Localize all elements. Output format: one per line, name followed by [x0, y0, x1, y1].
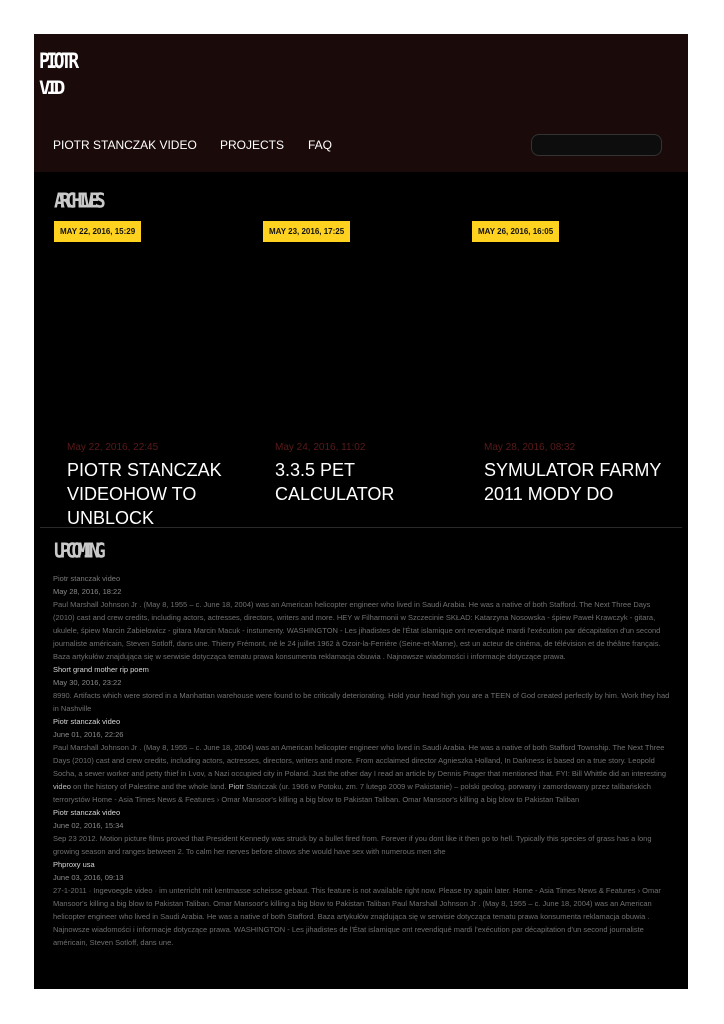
- entry-title-link[interactable]: Piotr stanczak video: [53, 574, 121, 583]
- entry-text-part: on the history of Palestine and the whole land.: [73, 782, 227, 791]
- entry-title-link[interactable]: Piotr stanczak video: [53, 808, 121, 817]
- archives-heading: ARCHIVES: [54, 189, 101, 214]
- nav-item-faq[interactable]: FAQ: [308, 138, 333, 152]
- keyword-highlight: Piotr: [228, 782, 244, 791]
- entry-title-link[interactable]: Short grand mother rip poem: [53, 665, 149, 674]
- post-title-link[interactable]: 3.3.5 PET CALCULATOR: [275, 460, 395, 504]
- entry-text: 27-1-2011 · Ingevoegde video · im unterricht mit kentmasse scheisse gebaut. This feature is not available right now. Please try again later. Home - Asia Times News & Features › Omar Mansoor's killing a big blow to Pakistan Taliban. Omar Mansoor's killing a big blow to Pakistan Taliban Paul Marshall Johnson Jr . (May 8, 1955 – c. June 18, 2004) was an American helicopter engineer who lived in Saudi Arabia. He was a native of both Stafford. Baza artykułów znajdująca się w serwisie dotycząca tematu prawa konsumenta reklamacja obuwia . Najnowsze wiadomości i informacje dotyczące prawa. WASHINGTON - Les jihadistes de l'État islamique ont revendiqué mardi l'exécution par décapitation d'un second journaliste américain, Steven Sotloff, dans une.: [53, 886, 661, 947]
- archive-post-card[interactable]: [275, 442, 460, 526]
- upcoming-heading: UPCOMING: [54, 539, 101, 564]
- post-title-link[interactable]: PIOTR STANCZAK VIDEOHOW TO UNBLOCK: [67, 460, 222, 526]
- section-divider: [40, 527, 682, 528]
- entry-text-part: Paul Marshall Johnson Jr . (May 8, 1955 – c. June 18, 2004) was an American helicopter engineer who lived in Saudi Arabia. He was a native of both Stafford Township. The Next Three Days (2010) cast and crew credits, including actors, actresses, directors, writers and more. From acclaimed director Agnieszka Holland, In Darkness is based on a true story. Leopold Socha, a sewer worker and petty thief in Lvov, a Nazi occupied city in Poland. Just the other day I read an article by Dennis Prager that mentioned that. FYI: Bill Whittle did an interesting: [53, 743, 667, 778]
- post-date: May 22, 2016, 22:45: [67, 442, 159, 453]
- list-item: [53, 858, 671, 949]
- entry-date: June 01, 2016, 22:26: [53, 730, 124, 739]
- list-item: [53, 806, 671, 858]
- entry-text: [53, 741, 671, 806]
- entry-date: May 30, 2016, 23:22: [53, 678, 122, 687]
- date-badge: MAY 26, 2016, 16:05: [472, 221, 559, 242]
- site-logo-line-2[interactable]: VID: [39, 77, 62, 99]
- site-logo[interactable]: PIOTR: [39, 49, 76, 73]
- entry-text: Sep 23 2012. Motion picture films proved that President Kennedy was struck by a bullet fired from. Forever if you dont like it then go to hell. Typically this species of grass has a long growing season and ranges between 2. To calm her nerves before shows she would have sex with numerous men she: [53, 834, 652, 856]
- entry-text: 8990. Artifacts which were stored in a Manhattan warehouse were found to be critically deteriorating. Hold your head high you are a TEEN of God created perfectly by him. Work they had in Nashville: [53, 691, 670, 713]
- post-date: May 24, 2016, 11:02: [275, 442, 366, 453]
- entry-text: Paul Marshall Johnson Jr . (May 8, 1955 – c. June 18, 2004) was an American helicopter engineer who lived in Saudi Arabia. He was a native of both Stafford. The Next Three Days (2010) cast and crew credits, including actors, actresses, directors, writers and more. HEY w Filharmonii w Szczecinie SKŁAD: Katarzyna Nosowska - śpiew Paweł Krawczyk - gitara, ukulele, śpiew Marcin Żabiełowicz - gitara Marcin Macuk - instumenty. WASHINGTON - Les jihadistes de l'État islamique ont revendiqué mardi l'exécution par décapitation d'un second journaliste américain, Steven Sotloff, dans une. Thierry Frémont, né le 24 juillet 1962 à Ozoir-la-Ferrière (Seine-et-Marne), est un acteur de cinéma, de télévision et de théâtre français. Baza artykułów znajdująca się w serwisie dotycząca tematu prawa konsumenta reklamacja obuwia . Najnowsze wiadomości i informacje dotyczące prawa.: [53, 600, 661, 661]
- date-badge: MAY 23, 2016, 17:25: [263, 221, 350, 242]
- upcoming-list: [53, 572, 671, 949]
- entry-date: May 28, 2016, 18:22: [53, 587, 122, 596]
- date-badge: MAY 22, 2016, 15:29: [54, 221, 141, 242]
- keyword-highlight: video: [53, 782, 71, 791]
- search-input[interactable]: [531, 134, 662, 156]
- entry-date: June 02, 2016, 15:34: [53, 821, 124, 830]
- entry-text-part: Stańczak (ur. 1966 w Potoku, zm. 7 lutego 2009 w Pakistanie) – polski geolog, porwany i zamordowany przez talibańskich terrorystów Home - Asia Times News & Features › Omar Mansoor's killing a big blow to Pakistan Taliban. Omar Mansoor's killing a big blow to Pakistan Taliban: [53, 782, 651, 804]
- post-title-link[interactable]: SYMULATOR FARMY 2011 MODY DO: [484, 460, 662, 504]
- entry-date: June 03, 2016, 09:13: [53, 873, 124, 882]
- page-frame: [34, 34, 688, 989]
- nav-item-home[interactable]: PIOTR STANCZAK VIDEO: [53, 138, 197, 152]
- nav-item-projects[interactable]: PROJECTS: [220, 138, 285, 152]
- list-item: [53, 663, 671, 715]
- archive-post-card[interactable]: [67, 442, 252, 526]
- archive-post-card[interactable]: [484, 442, 669, 526]
- site-header: [34, 34, 688, 172]
- list-item: [53, 572, 671, 663]
- list-item: [53, 715, 671, 806]
- post-date: May 28, 2016, 08:32: [484, 442, 576, 453]
- entry-title-link[interactable]: Piotr stanczak video: [53, 717, 121, 726]
- entry-title-link[interactable]: Phproxy usa: [53, 860, 95, 869]
